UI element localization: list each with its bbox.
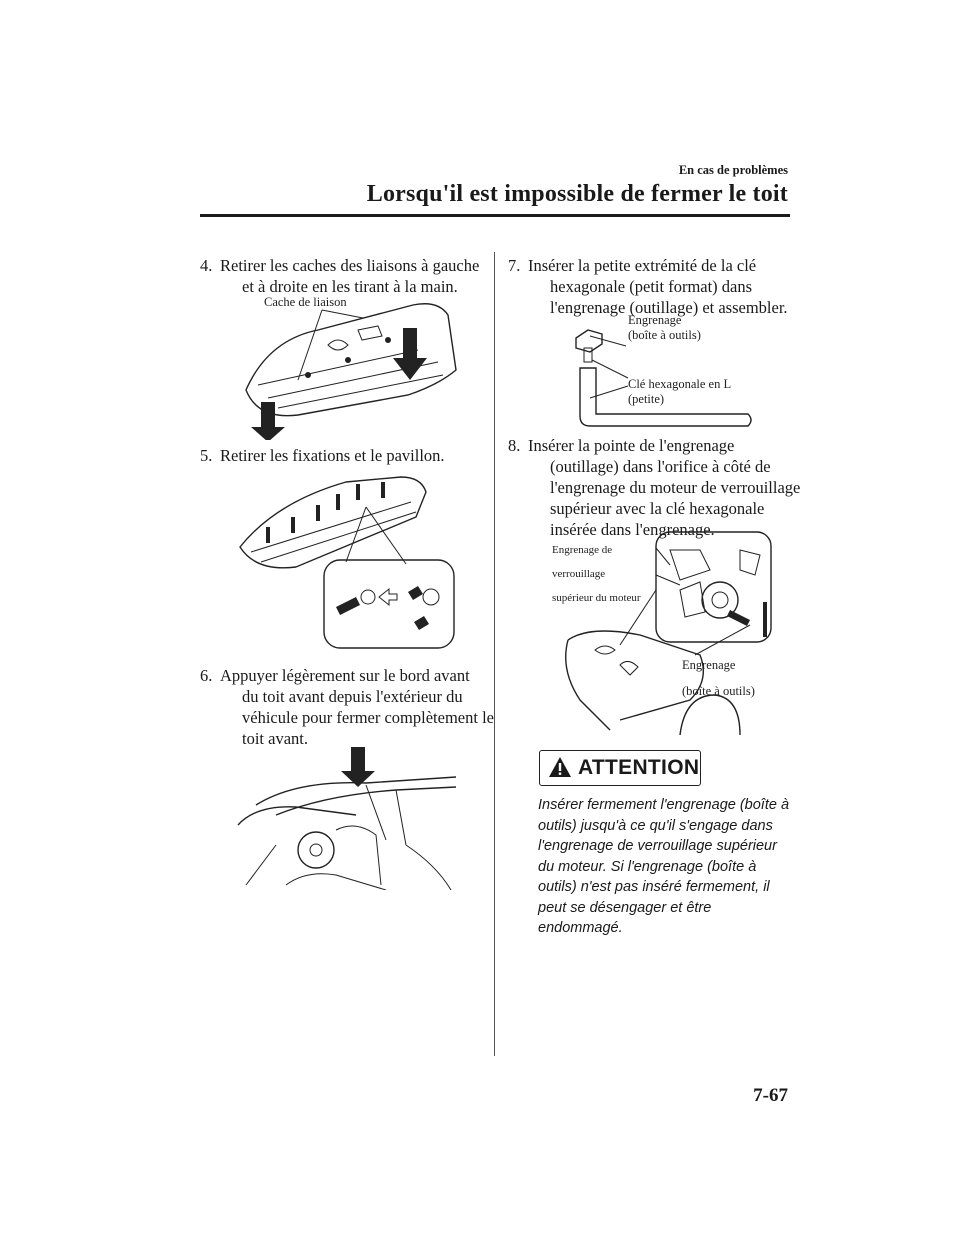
roof-link-cover-illustration (238, 290, 460, 440)
motor-gear-insertion-illustration (560, 530, 780, 740)
step-8-line-4: supérieur avec la clé hexagonale (550, 499, 765, 518)
fig7-gear-label-line-1: Engrenage (628, 313, 682, 327)
step-6-line-2: du toit avant depuis l'extérieur du (242, 687, 463, 706)
warning-triangle-icon (548, 756, 572, 778)
hex-key-gear-illustration (568, 318, 758, 428)
column-divider (494, 252, 495, 1056)
attention-text (538, 795, 798, 939)
step-6-line-1: Appuyer légèrement sur le bord avant (220, 666, 470, 685)
fig8-toolbox-gear-label-line-2: (boîte à outils) (682, 684, 755, 698)
attention-line-1: Insérer fermement l'engrenage (boîte à (538, 797, 790, 813)
page-number: 7-67 (753, 1085, 788, 1106)
attention-line-5: outils) n'est pas inséré fermement, il (538, 879, 770, 895)
step-6-line-4: toit avant. (242, 729, 308, 748)
step-8-line-1: Insérer la pointe de l'engrenage (528, 436, 735, 455)
fig8-motor-gear-label-line-1: Engrenage de (552, 544, 613, 556)
step-8-line-3: l'engrenage du moteur de verrouillage (550, 478, 801, 497)
section-title: En cas de problèmes (678, 163, 788, 177)
front-roof-closing-illustration (236, 745, 458, 890)
step-7-line-2: hexagonale (petit format) dans (550, 277, 753, 296)
header-rule (200, 214, 790, 217)
step-8-line-2: (outillage) dans l'orifice à côté de (550, 457, 771, 476)
fig8-toolbox-gear-label-line-1: Engrenage (682, 658, 736, 672)
step-7-line-3: l'engrenage (outillage) et assembler. (550, 298, 788, 317)
step-6-line-3: véhicule pour fermer complètement le (242, 708, 494, 727)
fig7-gear-label-line-2: (boîte à outils) (628, 328, 701, 342)
fig8-motor-gear-label-line-2: verrouillage (552, 568, 606, 580)
step-4-line-2: et à droite en les tirant à la main. (242, 277, 458, 296)
attention-line-3: l'engrenage de verrouillage supérieur (538, 838, 777, 854)
fig7-hex-key-label-line-1: Clé hexagonale en L (628, 377, 732, 391)
step-5-line-1: Retirer les fixations et le pavillon. (220, 446, 445, 465)
attention-label: ATTENTION (578, 756, 700, 779)
fig4-label: Cache de liaison (264, 295, 347, 309)
attention-box (539, 750, 701, 786)
attention-line-4: du moteur. Si l'engrenage (boîte à (538, 858, 757, 875)
step-8-number: 8. (508, 436, 521, 455)
page-title: Lorsqu'il est impossible de fermer le toit (366, 181, 788, 207)
attention-line-2: outils) jusqu'à ce qu'il s'engage dans (538, 817, 773, 834)
step-7-line-1: Insérer la petite extrémité de la clé (528, 256, 757, 275)
step-4-line-1: Retirer les caches des liaisons à gauche (220, 256, 480, 275)
fig8-motor-gear-label-line-3: supérieur du moteur (552, 592, 641, 604)
roof-fastener-illustration (236, 472, 458, 652)
attention-line-7: endommagé. (538, 920, 623, 936)
step-7-number: 7. (508, 256, 521, 275)
step-4-number: 4. (200, 256, 213, 275)
fig7-hex-key-label-line-2: (petite) (628, 392, 665, 406)
step-5-number: 5. (200, 446, 213, 465)
step-8-line-5: insérée dans l'engrenage. (550, 520, 715, 539)
step-6-number: 6. (200, 666, 213, 685)
attention-line-6: peut se désengager et être (538, 899, 712, 916)
